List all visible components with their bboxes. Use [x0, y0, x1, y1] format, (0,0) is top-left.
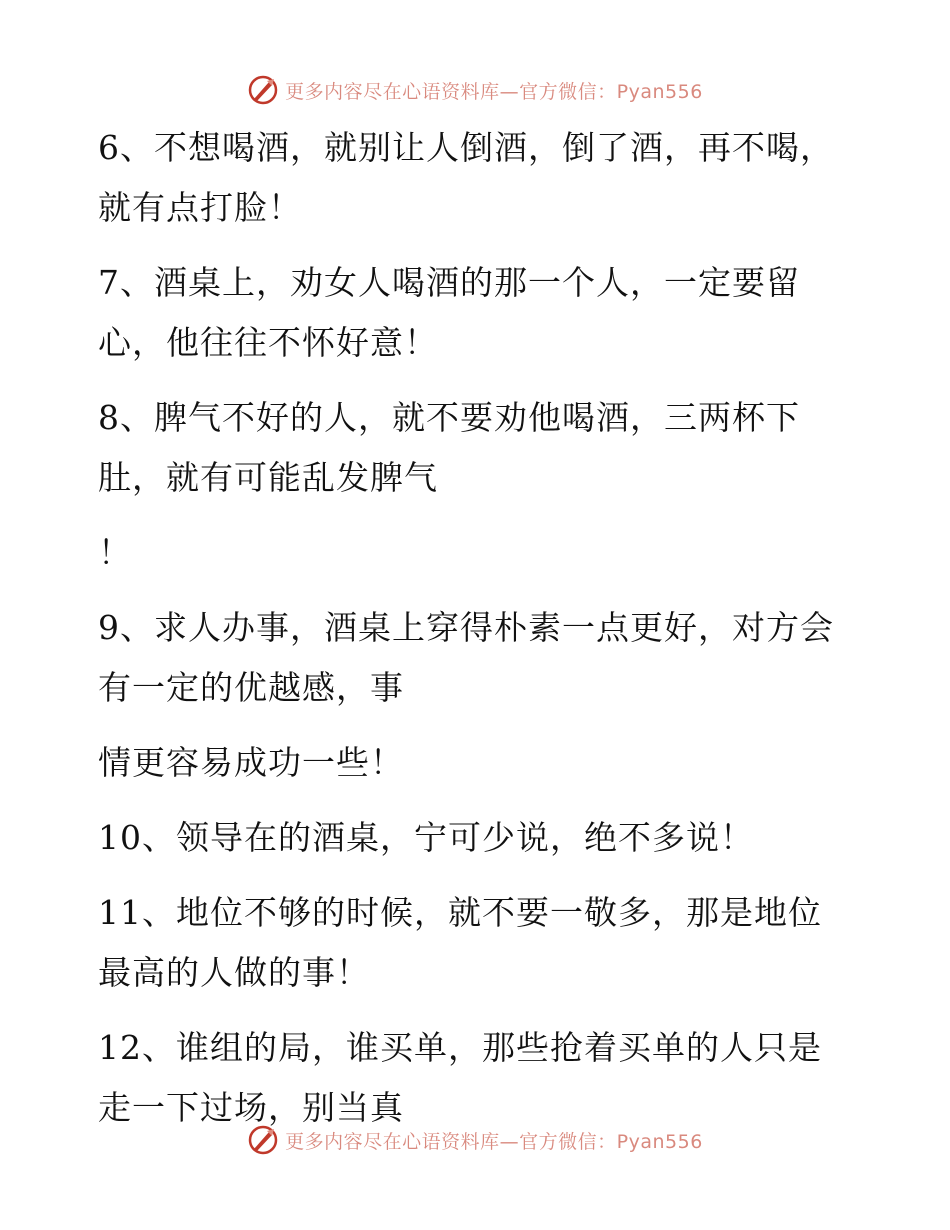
text-line: 7、酒桌上，劝女人喝酒的那一个人，一定要留: [98, 263, 800, 302]
paragraph-8: [98, 388, 858, 508]
text-line: 肚，就有可能乱发脾气: [98, 458, 438, 497]
quill-pen-circle-icon: [247, 74, 279, 106]
text-line: 最高的人做的事！: [98, 953, 370, 992]
text-line: 9、求人办事，酒桌上穿得朴素一点更好，对方会: [98, 608, 834, 647]
text-line: 就有点打脸！: [98, 188, 302, 227]
text-line: 12、谁组的局，谁买单，那些抢着买单的人只是: [98, 1028, 822, 1067]
text-line: 有一定的优越感，事: [98, 668, 404, 707]
paragraph-7: [98, 253, 858, 373]
paragraph-10: [98, 808, 858, 868]
text-line: ！: [98, 533, 132, 572]
text-line: 走一下过场，别当真: [98, 1088, 404, 1127]
paragraph-11: [98, 883, 858, 1003]
paragraph-8-cont: [98, 523, 858, 583]
footer-watermark-text: 更多内容尽在心语资料库—官方微信：Pyan556: [285, 1130, 703, 1153]
paragraph-6: [98, 118, 858, 238]
text-line: 情更容易成功一些！: [98, 743, 404, 782]
document-body: [98, 118, 858, 1138]
text-line: 6、不想喝酒，就别让人倒酒，倒了酒，再不喝，: [98, 128, 834, 167]
paragraph-9: [98, 598, 858, 718]
quill-pen-circle-icon: [247, 1124, 279, 1156]
text-line: 11、地位不够的时候，就不要一敬多，那是地位: [98, 893, 822, 932]
text-line: 心，他往往不怀好意！: [98, 323, 438, 362]
paragraph-9-cont: [98, 733, 858, 793]
header-watermark-text: 更多内容尽在心语资料库—官方微信：Pyan556: [285, 80, 703, 103]
footer-watermark: [0, 1120, 950, 1160]
text-line: 10、领导在的酒桌，宁可少说，绝不多说！: [98, 818, 754, 857]
header-watermark: [0, 70, 950, 110]
text-line: 8、脾气不好的人，就不要劝他喝酒，三两杯下: [98, 398, 800, 437]
